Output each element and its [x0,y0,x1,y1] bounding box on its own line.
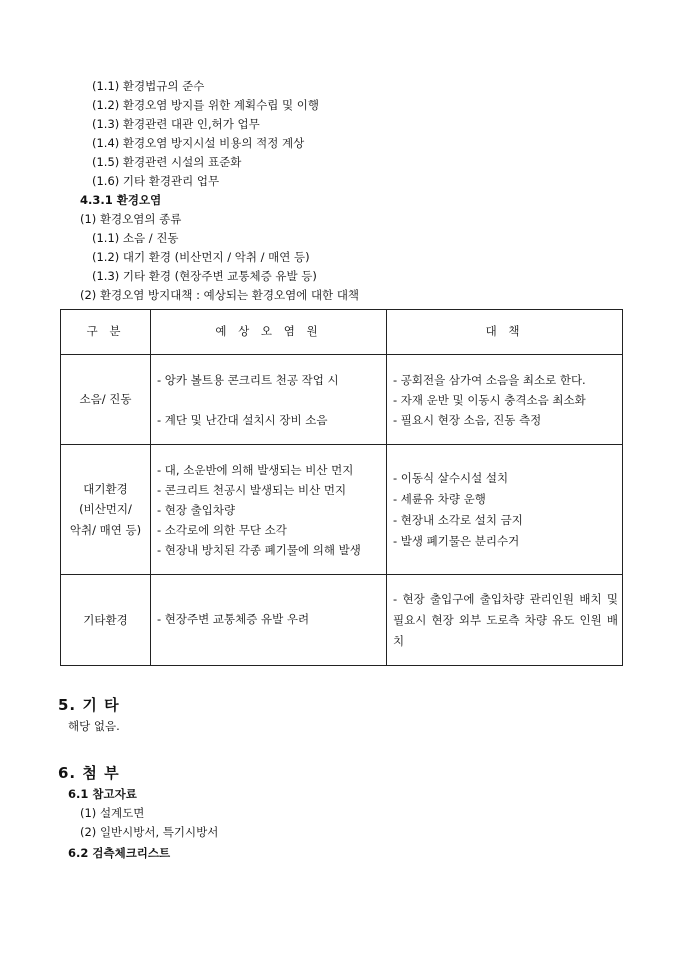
source-item: - 대, 소운반에 의해 발생되는 비산 먼지 [157,462,354,477]
measure-item: - 발생 폐기물은 분리수거 [393,533,520,548]
row-noise-sources [151,355,387,445]
section-6-1-title: 6.1 참고자료 [68,787,137,801]
measure-item: - 필요시 현장 소음, 진동 측정 [393,412,542,427]
source-item: - 현장 출입차량 [157,502,236,517]
row-other-category [61,575,151,666]
measure-item: - 현장내 소각로 설치 금지 [393,512,523,527]
row-air-measures [387,445,623,575]
category-label: 대기환경 [83,482,128,497]
table-row-noise [61,355,623,445]
measure-item: - 이동식 살수시설 설치 [393,470,509,485]
table-header-row [61,310,623,355]
source-item: - 현장주변 교통체증 유발 우려 [157,612,310,627]
source-item: - 소각로에 의한 무단 소각 [157,522,287,537]
duty-item-5: (1.5) 환경관련 시설의 표준화 [92,155,242,169]
duty-item-6: (1.6) 기타 환경관리 업무 [92,174,220,188]
duty-item-4: (1.4) 환경오염 방지시설 비용의 적정 계상 [92,136,305,150]
row-other-sources [151,575,387,666]
pollution-type-1: (1.1) 소음 / 진동 [92,231,179,245]
header-sources: 예 상 오 염 원 [151,310,387,355]
row-air-sources [151,445,387,575]
row-noise-category [61,355,151,445]
category-label: (비산먼지/ [79,502,132,517]
duty-item-2: (1.2) 환경오염 방지를 위한 계획수립 및 이행 [92,98,319,112]
section-6-title: 6. 첨 부 [58,764,120,782]
source-item: - 콘크리트 천공시 발생되는 비산 먼지 [157,482,347,497]
category-label: 소음/ 진동 [79,392,132,407]
measure-item: - 현장 출입구에 출입차량 관리인원 배치 및 필요시 현장 외부 도로측 차량 유도 인원 배치 [393,591,618,648]
source-item: - 계단 및 난간대 설치시 장비 소음 [157,412,328,427]
pollution-measures-table [60,309,623,666]
source-item: - 현장내 방치된 각종 폐기물에 의해 발생 [157,542,361,557]
pollution-type-2: (1.2) 대기 환경 (비산먼지 / 악취 / 매연 등) [92,250,310,264]
duty-item-1: (1.1) 환경법규의 준수 [92,79,205,93]
pollution-type-3: (1.3) 기타 환경 (현장주변 교통체증 유발 등) [92,269,317,283]
header-category: 구 분 [61,310,151,355]
measure-item: - 자재 운반 및 이동시 충격소음 최소화 [393,392,586,407]
category-label: 악취/ 매연 등) [69,522,142,537]
section-5-body: 해당 없음. [68,719,120,733]
category-label: 기타환경 [83,612,128,627]
header-measures: 대 책 [387,310,623,355]
reference-item-2: (2) 일반시방서, 특기시방서 [80,825,219,839]
row-other-measures [387,575,623,666]
row-noise-measures [387,355,623,445]
source-item: - 앙카 볼트용 콘크리트 천공 작업 시 [157,372,339,387]
table-row-air [61,445,623,575]
pollution-types-heading: (1) 환경오염의 종류 [80,212,182,226]
measure-item: - 공회전을 삼가여 소음을 최소로 한다. [393,372,586,387]
section-6-2-title: 6.2 검측체크리스트 [68,846,171,860]
subsection-title-4-3-1: 4.3.1 환경오염 [80,193,162,207]
measure-item: - 세륜유 차량 운행 [393,491,486,506]
measures-heading: (2) 환경오염 방지대책 : 예상되는 환경오염에 대한 대책 [80,288,360,302]
row-air-category [61,445,151,575]
table-row-other [61,575,623,666]
section-5-title: 5. 기 타 [58,696,120,714]
reference-item-1: (1) 설계도면 [80,806,145,820]
source-spacer [157,390,382,410]
duty-item-3: (1.3) 환경관련 대관 인,허가 업무 [92,117,260,131]
